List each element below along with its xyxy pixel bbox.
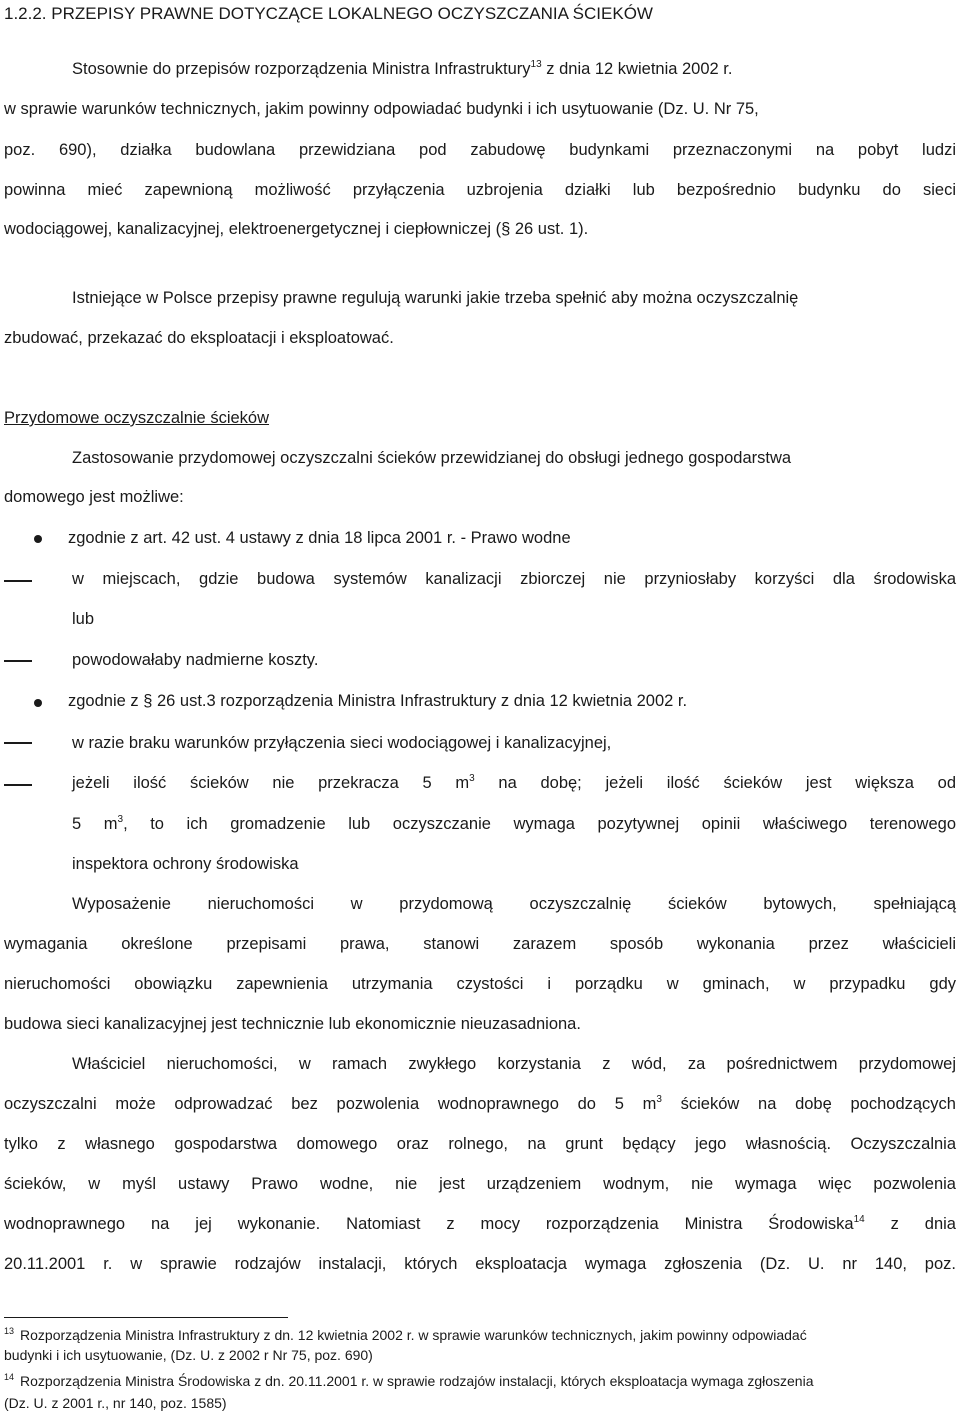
paragraph-line: tylko z własnego gospodarstwa domowego oraz rolnego, na grunt będący jego własnością. Oczyszczalnia — [4, 1135, 956, 1153]
paragraph-line: Wyposażenie nieruchomości w przydomową oczyszczalnię ścieków bytowych, spełniającą — [72, 895, 956, 913]
list-item: jeżeli ilość ścieków nie przekracza 5 $m^3$ na dobę; jeżeli ilość ścieków jest większa od — [72, 772, 956, 792]
paragraph-line: Stosownie do przepisów rozporządzenia Ministra Infrastruktury$^{13}$ z dnia 12 kwietnia 2002 r. — [72, 58, 733, 78]
paragraph-line: 20.11.2001 r. w sprawie rodzajów instalacji, których eksploatacja wymaga zgłoszenia (Dz. U. nr 140, poz. — [4, 1255, 956, 1273]
list-item-continuation: inspektora ochrony środowiska — [72, 855, 299, 873]
subheading: Przydomowe oczyszczalnie ścieków — [4, 409, 270, 427]
footnote-13-continuation: budynki i ich usytuowanie, (Dz. U. z 2002 r Nr 75, poz. 690) — [4, 1347, 373, 1363]
footnote-14-continuation: (Dz. U. z 2001 r., nr 140, poz. 1585) — [4, 1395, 227, 1411]
paragraph-line: w sprawie warunków technicznych, jakim powinny odpowiadać budynki i ich usytuowanie (Dz. U. Nr 75, — [4, 100, 759, 118]
list-item: w razie braku warunków przyłączenia sieci wodociągowej i kanalizacyjnej, — [72, 734, 612, 752]
paragraph-line: nieruchomości obowiązku zapewnienia utrzymania czystości i porządku w gminach, w przypadku gdy — [4, 975, 956, 993]
paragraph-line: Istniejące w Polsce przepisy prawne regulują warunki jakie trzeba spełnić aby można oczyszczalnię — [72, 289, 799, 307]
list-item: zgodnie z art. 42 ust. 4 ustawy z dnia 18 lipca 2001 r. - Prawo wodne — [68, 529, 571, 547]
paragraph-line: ścieków, w myśl ustawy Prawo wodne, nie jest urządzeniem wodnym, nie wymaga więc pozwolenia — [4, 1175, 956, 1193]
paragraph-line: domowego jest możliwe: — [4, 488, 184, 506]
footnote-13: $^{13}$ Rozporządzenia Ministra Infrastruktury z dn. 12 kwietnia 2002 r. w sprawie warunków technicznych, jakim powinny odpowiadać — [4, 1326, 807, 1343]
paragraph-line: wymagania określone przepisami prawa, stanowi zarazem sposób wykonania przez właścicieli — [4, 935, 956, 953]
footnote-14: $^{14}$ Rozporządzenia Ministra Środowiska z dn. 20.11.2001 r. w sprawie rodzajów instalacji, których eksploatacja wymaga zgłoszenia — [4, 1372, 814, 1389]
dash-icon — [4, 660, 32, 662]
paragraph-line: oczyszczalni może odprowadzać bez pozwolenia wodnoprawnego do 5 $m^3$ ścieków na dobę pochodzących — [4, 1093, 956, 1113]
paragraph-line: Zastosowanie przydomowej oczyszczalni ścieków przewidzianej do obsługi jednego gospodarstwa — [72, 449, 792, 467]
paragraph-line: Właściciel nieruchomości, w ramach zwykłego korzystania z wód, za pośrednictwem przydomowej — [72, 1055, 956, 1073]
dash-icon — [4, 580, 32, 582]
paragraph-line: budowa sieci kanalizacyjnej jest technicznie lub ekonomicznie nieuzasadniona. — [4, 1015, 581, 1033]
paragraph-line: poz. 690), działka budowlana przewidziana pod zabudowę budynkami przeznaczonymi na pobyt ludzi — [4, 141, 956, 159]
dash-icon — [4, 742, 32, 744]
paragraph-line: wodociągowej, kanalizacyjnej, elektroenergetycznej i ciepłowniczej (§ 26 ust. 1). — [4, 220, 589, 238]
list-item-continuation: 5 $m^3$, to ich gromadzenie lub oczyszczanie wymaga pozytywnej opinii właściwego terenowego — [72, 813, 956, 833]
footnote-separator — [4, 1317, 288, 1318]
bullet-icon — [34, 535, 42, 543]
bullet-icon — [34, 699, 42, 707]
section-heading: 1.2.2. PRZEPISY PRAWNE DOTYCZĄCE LOKALNEGO OCZYSZCZANIA ŚCIEKÓW — [4, 4, 653, 23]
footnote-ref-13[interactable]: 13 — [530, 58, 542, 70]
dash-icon — [4, 784, 32, 786]
footnote-ref-14[interactable]: 14 — [853, 1213, 865, 1225]
paragraph-line: wodnoprawnego na jej wykonanie. Natomiast z mocy rozporządzenia Ministra Środowiska$^{14}$ z dnia — [4, 1213, 956, 1233]
list-item: zgodnie z § 26 ust.3 rozporządzenia Ministra Infrastruktury z dnia 12 kwietnia 2002 r. — [68, 692, 688, 710]
paragraph-line: zbudować, przekazać do eksploatacji i eksploatować. — [4, 329, 394, 347]
list-item: w miejscach, gdzie budowa systemów kanalizacji zbiorczej nie przyniosłaby korzyści dla środowiska — [72, 570, 956, 588]
list-item-continuation: lub — [72, 610, 95, 628]
list-item: powodowałaby nadmierne koszty. — [72, 651, 319, 669]
paragraph-line: powinna mieć zapewnioną możliwość przyłączenia uzbrojenia działki lub bezpośrednio budynku do sieci — [4, 181, 956, 199]
